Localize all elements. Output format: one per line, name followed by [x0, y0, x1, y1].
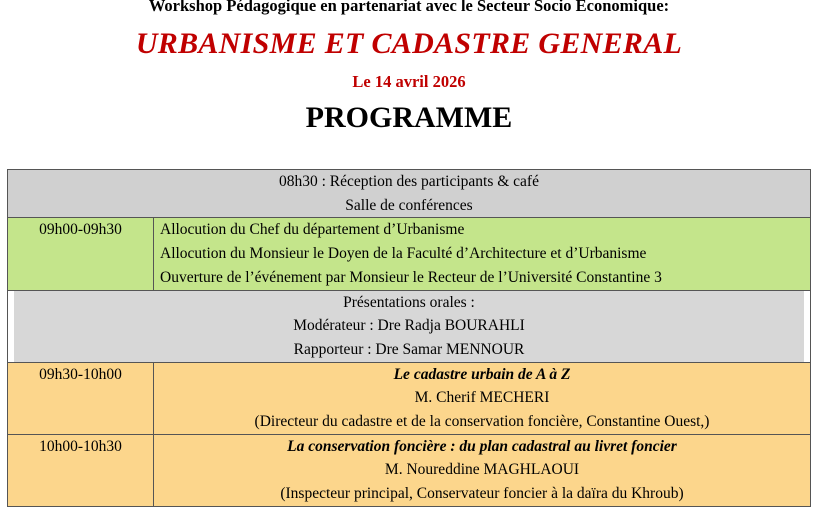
talk-time: 10h00-10h30: [8, 434, 154, 506]
presentations-heading: Présentations orales :: [14, 291, 804, 315]
programme-heading: PROGRAMME: [305, 101, 513, 134]
talk-speaker: M. Noureddine MAGHLAOUI: [384, 461, 580, 479]
talk-title: La conservation foncière : du plan cadastral au livret foncier: [287, 437, 677, 455]
reception-text: 08h30 : Réception des participants & café: [279, 173, 539, 190]
talk-row: [8, 434, 811, 506]
opening-time: 09h00-09h30: [8, 218, 154, 290]
talk-details: [154, 362, 811, 434]
talk-time: 09h30-10h00: [8, 362, 154, 434]
opening-items: [154, 218, 811, 290]
opening-row: [8, 218, 811, 290]
talk-title: Le cadastre urbain de A à Z: [393, 365, 571, 383]
opening-item: Allocution du Monsieur le Doyen de la Faculté d’Architecture et d’Urbanisme: [160, 245, 647, 263]
talk-affiliation: (Directeur du cadastre et de la conservation foncière, Constantine Ouest,): [254, 413, 710, 431]
rapporteur: Rapporteur : Dre Samar MENNOUR: [14, 338, 804, 362]
reception-cell: [8, 170, 811, 218]
talk-details: [154, 434, 811, 506]
presentations-cell: [8, 290, 811, 362]
reception-venue: Salle de conférences: [345, 196, 473, 214]
talk-speaker: M. Cherif MECHERI: [414, 389, 550, 407]
talk-row: [8, 362, 811, 434]
moderator: Modérateur : Dre Radja BOURAHLI: [14, 314, 804, 338]
event-date: Le 14 avril 2026: [352, 72, 466, 91]
workshop-subtitle: Workshop Pédagogique en partenariat avec le Secteur Socio Economique:: [148, 0, 670, 15]
presentations-row: [8, 290, 811, 362]
opening-item: Allocution du Chef du département d’Urbanisme: [160, 221, 465, 239]
talk-affiliation: (Inspecteur principal, Conservateur foncier à la daïra du Khroub): [280, 485, 684, 503]
event-title: URBANISME ET CADASTRE GENERAL: [135, 27, 683, 60]
reception-row: [8, 170, 811, 218]
programme-table: [7, 169, 811, 507]
opening-item: Ouverture de l’événement par Monsieur le Recteur de l’Université Constantine 3: [160, 268, 662, 286]
